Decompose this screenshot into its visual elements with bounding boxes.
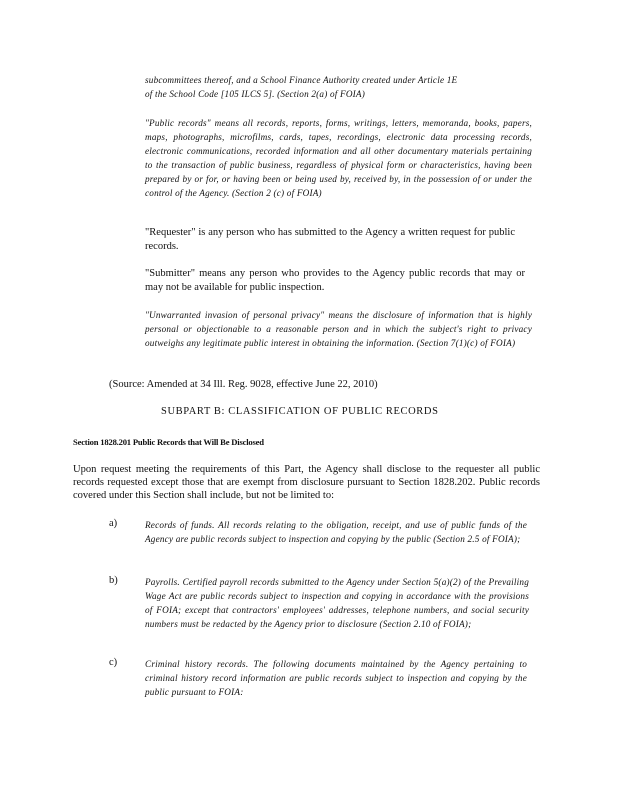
- intro-line-1: subcommittees thereof, and a School Finance Authority created under Article 1E: [145, 75, 458, 85]
- item-c-text: Criminal history records. The following documents maintained by the Agency pertaining to criminal history record information are public records subject to inspection and copying by the public pursuant to FOIA:: [145, 659, 527, 697]
- public-records-definition: "Public records" means all records, reports, forms, writings, letters, memoranda, books, papers, maps, photographs, microfilms, cards, tapes, recordings, electronic data processing records, electronic communications, recorded information and all other documentary materials pertaining to the transaction of public business, regardless of physical form or characteristics, having been prepared by or for, or having been or being used by, received by, in the possession of or under the control of the Agency. (Section 2 (c) of FOIA): [145, 118, 532, 198]
- section-body: Upon request meeting the requirements of this Part, the Agency shall disclose to the requester all public records requested except those that are exempt from disclosure pursuant to Section 1828.202. Public records covered under this Section shall include, but not be limited to:: [73, 464, 540, 501]
- intro-line-2: of the School Code [105 ILCS 5]. (Section 2(a) of FOIA): [145, 89, 365, 99]
- unwarranted-invasion-definition: "Unwarranted invasion of personal privacy" means the disclosure of information that is highly personal or objectionable to a reasonable person and in which the subject's right to privacy outweighs any legitimate public interest in obtaining the information. (Section 7(1)(c) of FOIA): [145, 310, 532, 348]
- intro-paragraph: [145, 73, 532, 101]
- item-c-label: c): [109, 657, 118, 668]
- item-a-text: Records of funds. All records relating to the obligation, receipt, and use of public funds of the Agency are public records subject to inspection and copying by the public (Section 2.5 of FOIA);: [145, 520, 527, 544]
- requester-definition: "Requester" is any person who has submitted to the Agency a written request for public records.: [145, 227, 515, 252]
- item-b-text: Payrolls. Certified payroll records submitted to the Agency under Section 5(a)(2) of the Prevailing Wage Act are public records subject to inspection and copying in accordance with the provisions of FOIA; except that contractors' employees' addresses, telephone numbers, and social security numbers must be redacted by the Agency prior to disclosure (Section 2.10 of FOIA);: [145, 577, 529, 629]
- source-note: (Source: Amended at 34 Ill. Reg. 9028, effective June 22, 2010): [109, 379, 378, 390]
- item-a-label: a): [109, 518, 118, 529]
- submitter-definition: "Submitter" means any person who provides to the Agency public records that may or may not be available for public inspection.: [145, 268, 525, 293]
- item-b-label: b): [109, 575, 118, 586]
- section-heading: Section 1828.201 Public Records that Will Be Disclosed: [73, 437, 264, 447]
- subpart-heading: SUBPART B: CLASSIFICATION OF PUBLIC RECORDS: [161, 406, 439, 417]
